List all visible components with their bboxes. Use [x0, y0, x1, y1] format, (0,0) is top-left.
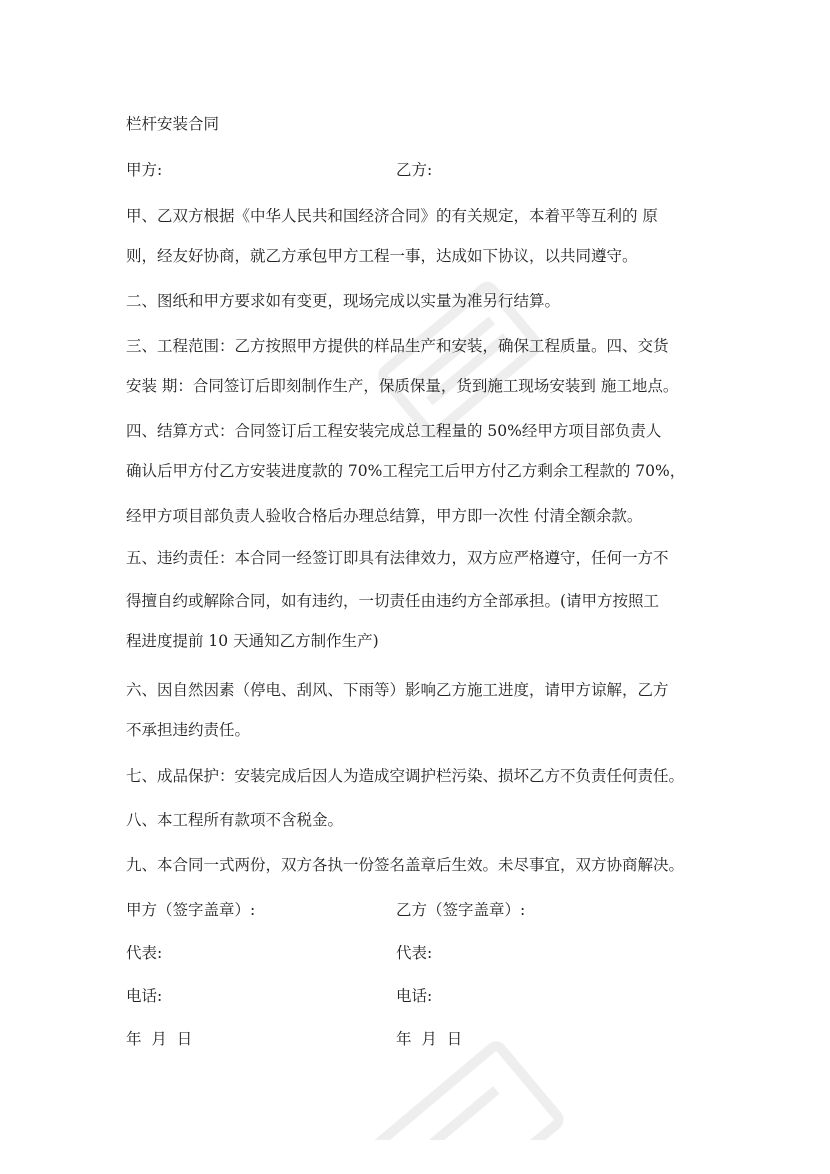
paragraph-line: 六、因自然因素（停电、刮风、下雨等）影响乙方施工进度，请甲方谅解，乙方: [126, 681, 669, 699]
paragraph-line: 三、工程范围：乙方按照甲方提供的样品生产和安装，确保工程质量。四、交货: [126, 337, 669, 355]
party-b-label: 乙方:: [396, 161, 433, 179]
paragraph-line: 确认后甲方付乙方安装进度款的 70%工程完工后甲方付乙方剩余工程款的 70%，: [126, 462, 686, 480]
paragraph-line: 安装 期：合同签订后即刻制作生产，保质保量，货到施工现场安装到 施工地点。: [126, 377, 679, 395]
party-a-signature-label: 甲方（签字盖章）:: [126, 901, 256, 919]
party-b-date-label: 年 月 日: [396, 1030, 463, 1048]
contract-title: 栏杆安装合同: [126, 115, 220, 133]
paragraph-line: 甲、乙双方根据《中华人民共和国经济合同》的有关规定，本着平等互利的 原: [126, 207, 658, 225]
party-a-phone-label: 电话:: [126, 987, 163, 1005]
paragraph-line: 五、违约责任：本合同一经签订即具有法律效力，双方应严格遵守，任何一方不: [126, 549, 669, 567]
party-b-representative-label: 代表:: [396, 944, 433, 962]
paragraph-line: 九、本合同一式两份，双方各执一份签名盖章后生效。未尽事宜，双方协商解决。: [126, 856, 685, 874]
paragraph-line: 七、成品保护：安装完成后因人为造成空调护栏污染、损坏乙方不负责任何责任。: [126, 767, 685, 785]
paragraph-line: 程进度提前 10 天通知乙方制作生产): [126, 632, 379, 650]
party-b-phone-label: 电话:: [396, 987, 433, 1005]
paragraph-line: 经甲方项目部负责人验收合格后办理总结算，甲方即一次性 付清全额余款。: [126, 507, 643, 525]
paragraph-line: 二、图纸和甲方要求如有变更，现场完成以实量为准另行结算。: [126, 292, 561, 310]
party-row: [126, 160, 726, 180]
phone-row: [126, 986, 726, 1006]
representative-row: [126, 943, 726, 963]
signature-row: [126, 900, 726, 920]
paragraph-line: 不承担违约责任。: [126, 721, 251, 739]
party-a-label: 甲方:: [126, 161, 163, 179]
paragraph-line: 八、本工程所有款项不含税金。: [126, 811, 344, 829]
paragraph-line: 四、结算方式：合同签订后工程安装完成总工程量的 50%经甲方项目部负责人: [126, 422, 662, 440]
party-b-signature-label: 乙方（签字盖章）:: [396, 901, 526, 919]
party-a-date-label: 年 月 日: [126, 1030, 193, 1048]
paragraph-line: 则，经友好协商，就乙方承包甲方工程一事，达成如下协议，以共同遵守。: [126, 247, 638, 265]
date-row: [126, 1029, 726, 1049]
party-a-representative-label: 代表:: [126, 944, 163, 962]
paragraph-line: 得擅自约或解除合同，如有违约，一切责任由违约方全部承担。(请甲方按照工: [126, 592, 660, 610]
